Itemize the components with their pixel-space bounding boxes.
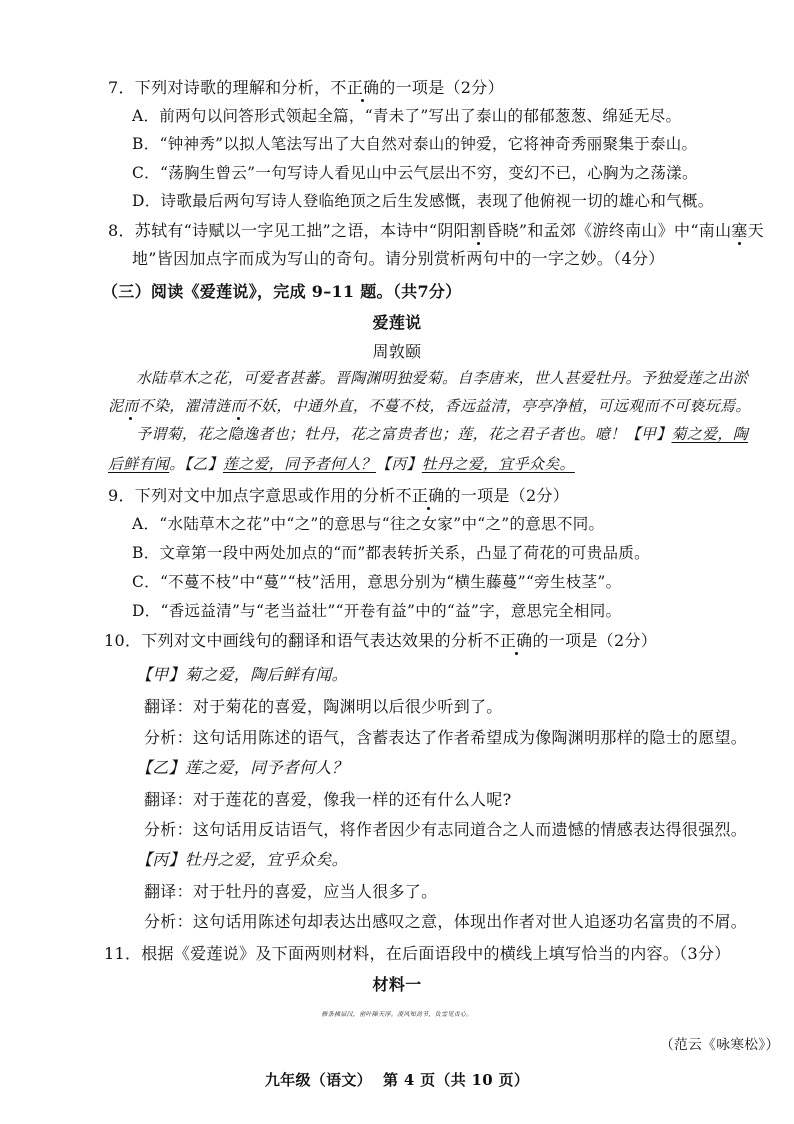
passage-underlined-jia-start: 菊之爱，陶	[671, 425, 749, 443]
passage-author: 周敦颐	[372, 342, 422, 361]
passage-p2-line-1	[136, 424, 748, 444]
q7-stem-text: 7．下列对诗歌的理解和分析，不	[108, 78, 347, 97]
passage-p1-text-b: 不染，濯清涟	[138, 397, 231, 415]
q10-yi-quote: 【乙】莲之爱，同予者何人？	[136, 758, 348, 777]
passage-p1-line-2	[108, 396, 751, 416]
q10-jia-quote: 【甲】菊之爱，陶后鲜有闻。	[136, 665, 348, 684]
q10-stem-points: 的一项是（2分）	[532, 631, 658, 650]
q7-stem-points: 的一项是（2分）	[379, 78, 504, 97]
q9-stem-text: 9．下列对文中加点字意思或作用的分析不	[108, 486, 412, 505]
passage-p1-text-c: 不妖，中通外直，不蔓不枝，香远益清，亭亭净植，可远观而不可亵玩焉。	[245, 397, 751, 415]
q9-option-b: B．文章第一段中两处加点的“而”都表转折关系，凸显了荷花的可贵品质。	[132, 544, 650, 562]
q7-option-c: C．“荡胸生曾云”一句写诗人看见山中云气层出不穷，变幻不已，心胸为之荡漾。	[132, 164, 698, 182]
q11-stem: 11．根据《爱莲说》及下面两则材料，在后面语段中的横线上填写恰当的内容。（3分）	[104, 944, 731, 963]
q10-jia-translation: 翻译：对于菊花的喜爱，陶渊明以后很少听到了。	[144, 697, 503, 716]
q8-text-b: 昏晓”和孟郊《游终南山》中“南山	[486, 221, 732, 240]
q7-option-b: B．“钟神秀”以拟人笔法写出了大自然对泰山的钟爱，它将神奇秀丽聚集于泰山。	[132, 135, 698, 153]
passage-dotted-er-1: 而	[123, 397, 139, 415]
passage-underlined-jia-end: 后鲜有闻	[108, 455, 170, 473]
passage-p2-text-a: 予谓菊，花之隐逸者也；牡丹，花之富贵者也；莲，花之君子者也。噫！【甲】	[136, 425, 672, 443]
q8-line-1	[108, 221, 764, 241]
q10-stem-emphasis: 正确	[499, 631, 533, 650]
q8-dotted-char-1: 割	[469, 221, 487, 240]
passage-underlined-yi: 莲之爱，同予者何人？	[222, 455, 376, 473]
material-1-source: （范云《咏寒松》）	[660, 1037, 780, 1053]
q10-yi-analysis: 分析：这句话用反诘语气，将作者因少有志同道合之人而遗憾的情感表达得很强烈。	[144, 820, 748, 839]
q10-bing-analysis: 分析：这句话用陈述句却表达出感叹之意，体现出作者对世人追逐功名富贵的不屑。	[144, 912, 748, 931]
material-1-title: 材料一	[372, 975, 422, 994]
q7-stem-emphasis: 正确	[346, 78, 380, 97]
passage-label-bing: 【丙】	[375, 455, 422, 473]
passage-underlined-bing: 牡丹之爱，宜乎众矣。	[421, 455, 575, 473]
q10-bing-quote: 【丙】牡丹之爱，宜乎众矣。	[136, 850, 348, 869]
q8-text-c: 天	[747, 221, 765, 240]
q10-stem-text: 10．下列对文中画线句的翻译和语气表达效果的分析不	[104, 631, 500, 650]
page-footer: 九年级（语文） 第 4 页（共 10 页）	[264, 1071, 530, 1089]
section-3-heading: （三）阅读《爱莲说》，完成 9–11 题。（共7分）	[102, 282, 462, 301]
q10-stem	[104, 631, 657, 651]
q9-stem	[108, 486, 569, 506]
passage-dotted-er-2: 而	[230, 397, 246, 415]
q7-stem	[108, 78, 504, 98]
q8-line-2: 地”皆因加点字而成为写山的奇句。请分别赏析两句中的一字之妙。（4分）	[132, 249, 665, 268]
material-1-poem: 修条拂层汉，密叶障天浮。凌风知劲节，负雪见贞心。	[321, 1011, 473, 1018]
q8-dotted-char-2: 塞	[731, 221, 748, 240]
passage-p2-line-2	[108, 454, 575, 474]
q10-jia-analysis: 分析：这句话用陈述的语气，含蓄表达了作者希望成为像陶渊明那样的隐士的愿望。	[144, 728, 748, 747]
q9-option-c: C．“不蔓不枝”中“蔓”“枝”活用，意思分别为“横生藤蔓”“旁生枝茎”。	[132, 573, 622, 591]
q9-option-d: D．“香远益清”与“老当益壮”“开卷有益”中的“益”字，意思完全相同。	[132, 602, 622, 620]
q9-stem-emphasis: 正确	[411, 486, 445, 505]
passage-label-yi: 。【乙】	[169, 455, 223, 473]
q10-bing-translation: 翻译：对于牡丹的喜爱，应当人很多了。	[144, 882, 438, 901]
q9-option-a: A．“水陆草木之花”中“之”的意思与“往之女家”中“之”的意思不同。	[132, 515, 605, 533]
passage-p1-line-1: 水陆草木之花，可爱者甚蕃。晋陶渊明独爱菊。自李唐来，世人甚爱牡丹。予独爱莲之出淤	[136, 369, 749, 387]
passage-title: 爱莲说	[372, 313, 422, 332]
q7-option-d: D．诗歌最后两句写诗人登临绝顶之后生发感慨，表现了他俯视一切的雄心和气概。	[132, 192, 714, 210]
q8-text-a: 8．苏轼有“诗赋以一字见工拙”之语，本诗中“阴阳	[108, 221, 470, 240]
passage-p1-text-a: 泥	[108, 397, 124, 415]
q7-option-a: A．前两句以问答形式领起全篇，“青未了”写出了泰山的郁郁葱葱、绵延无尽。	[132, 107, 682, 125]
q9-stem-points: 的一项是（2分）	[444, 486, 570, 505]
q10-yi-translation: 翻译：对于莲花的喜爱，像我一样的还有什么人呢?	[144, 790, 512, 809]
